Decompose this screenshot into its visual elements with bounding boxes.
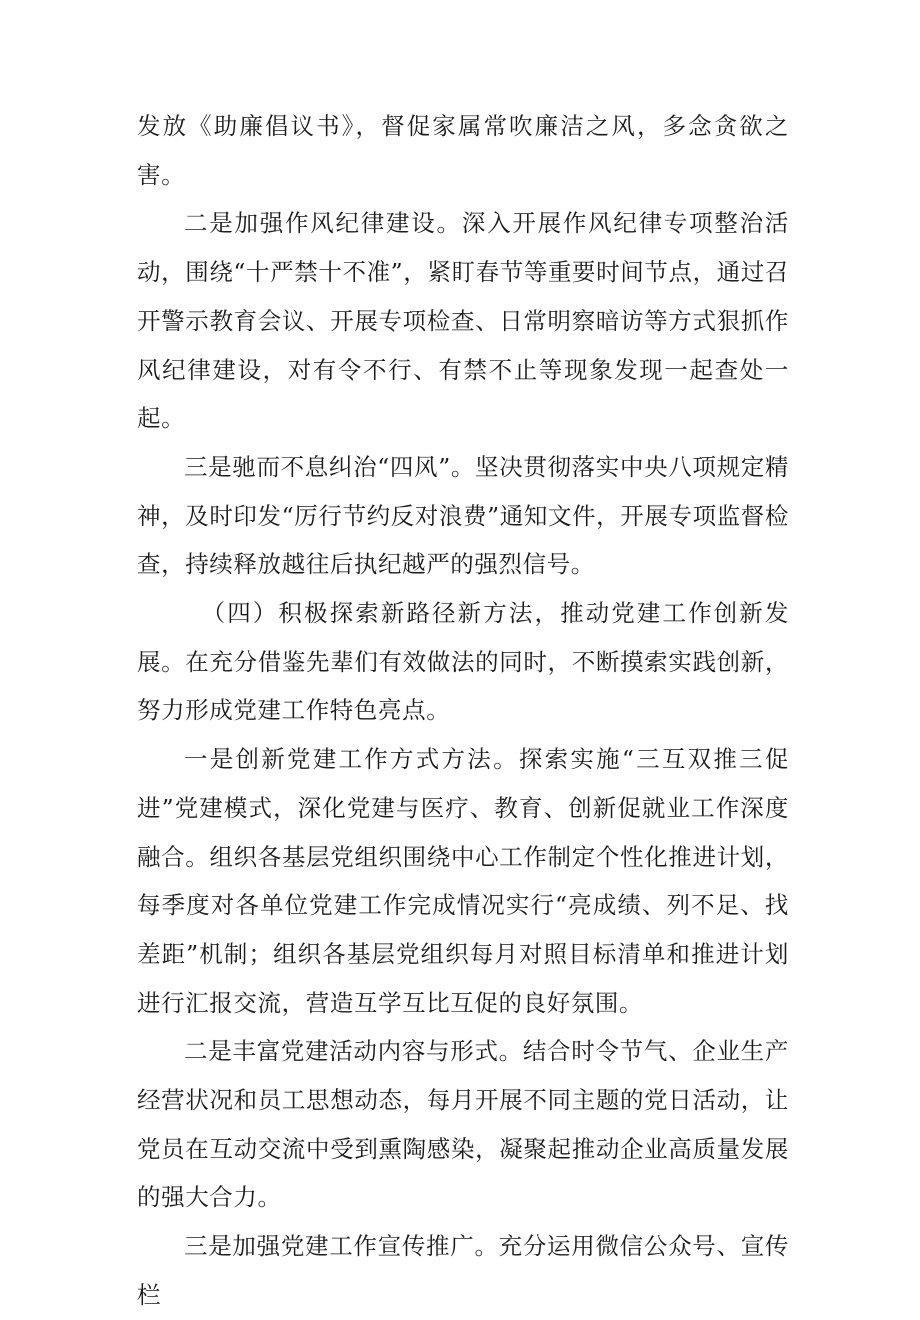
paragraph-enrich-activities: 二是丰富党建活动内容与形式。结合时令节气、企业生产经营状况和员工思想动态，每月开展不同主题的党日活动，让党员在互动交流中受到熏陶感染，凝聚起推动企业高质量发展的强大合力。	[137, 1037, 789, 1212]
paragraph-publicity: 三是加强党建工作宣传推广。充分运用微信公众号、宣传栏	[137, 1232, 789, 1309]
paragraph-continuation: 发放《助廉倡议书》，督促家属常吹廉洁之风，多念贪欲之害。	[137, 112, 789, 189]
document-body	[137, 102, 789, 1320]
section-heading-four: （四）积极探索新路径新方法，推动党建工作创新发展。在充分借鉴先辈们有效做法的同时，不断摸索实践创新，努力形成党建工作特色亮点。	[137, 599, 789, 725]
paragraph-four-winds: 三是驰而不息纠治“四风”。坚决贯彻落实中央八项规定精神，及时印发“厉行节约反对浪费”通知文件，开展专项监督检查，持续释放越往后执纪越严的强烈信号。	[137, 452, 789, 579]
paragraph-style-discipline: 二是加强作风纪律建设。深入开展作风纪律专项整治活动，围绕“十严禁十不准”，紧盯春节等重要时间节点，通过召开警示教育会议、开展专项检查、日常明察暗访等方式狠抓作风纪律建设，对有令不行、有禁不止等现象发现一起查处一起。	[137, 209, 789, 433]
paragraph-innovation-methods: 一是创新党建工作方式方法。探索实施“三互双推三促进”党建模式，深化党建与医疗、教育、创新促就业工作深度融合。组织各基层党组织围绕中心工作制定个性化推进计划，每季度对各单位党建工作完成情况实行“亮成绩、列不足、找差距”机制；组织各基层党组织每月对照目标清单和推进计划进行汇报交流，营造互学互比互促的良好氛围。	[137, 745, 789, 1017]
